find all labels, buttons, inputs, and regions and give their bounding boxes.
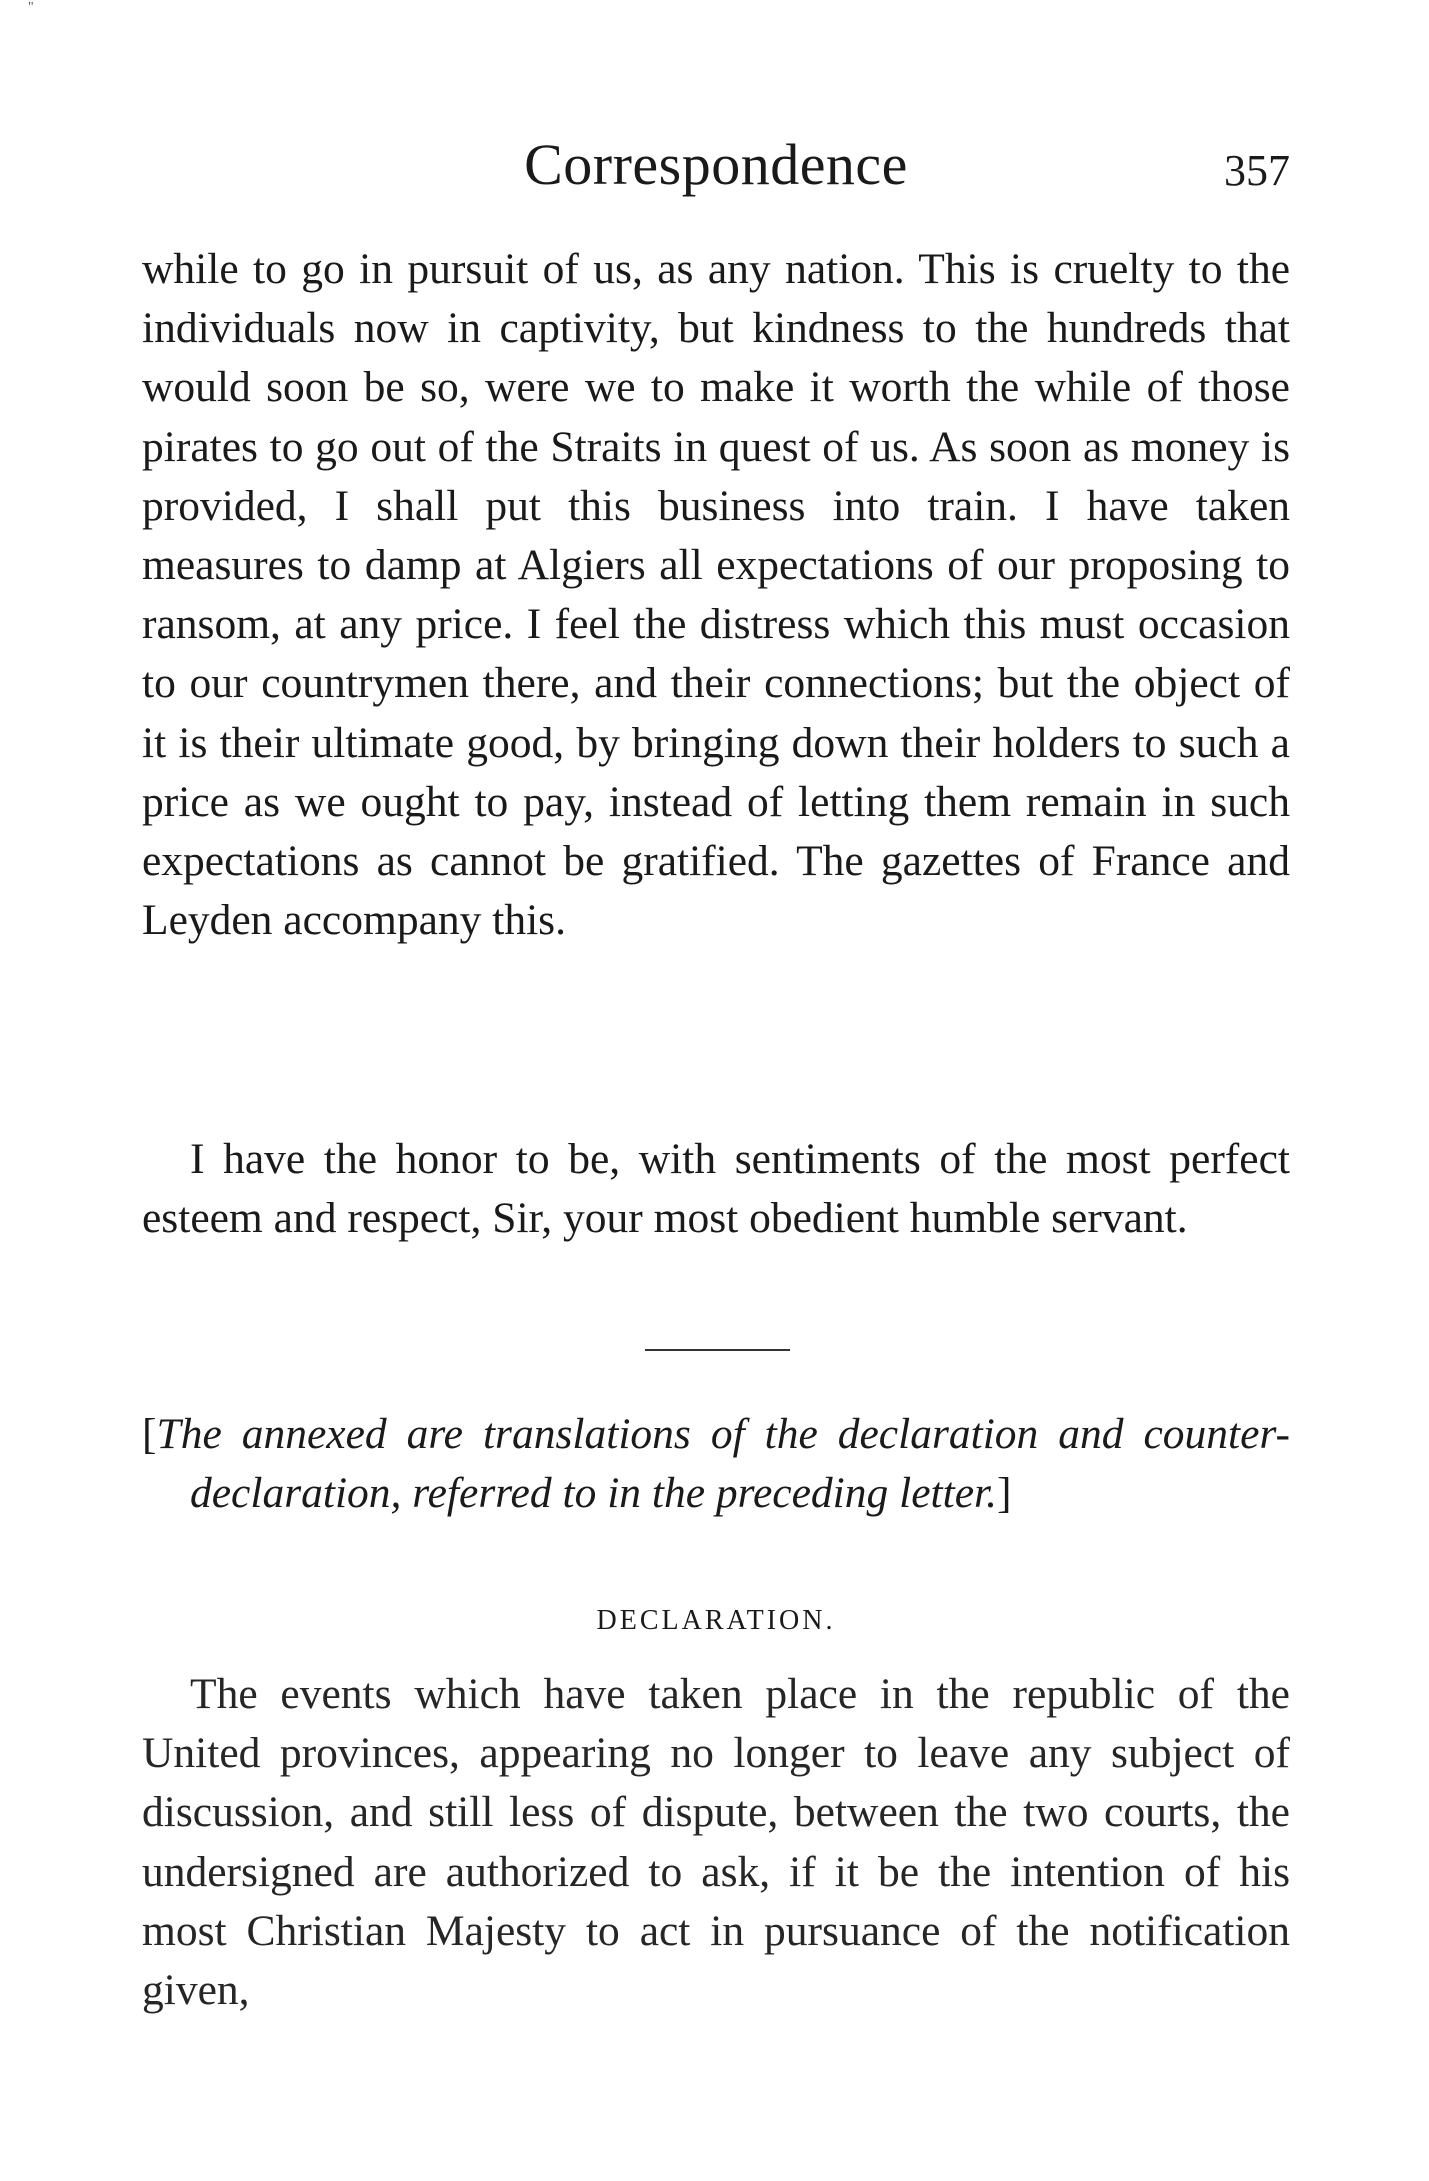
page-header (142, 125, 1290, 205)
page-number: 357 (1224, 146, 1290, 195)
paragraph-closing: I have the honor to be, with sentiments of the most perfect esteem and respect, Sir, your most obedient humble servant. (142, 1135, 1290, 1243)
running-title: Correspondence (524, 132, 908, 197)
stray-mark: " (28, 0, 34, 15)
section-divider (645, 1349, 790, 1351)
paragraph-letter-body: while to go in pursuit of us, as any nation. This is cruelty to the individuals now in captivity, but kindness to the hundreds that would soon be so, were we to make it worth the while of those pirates to go out of the Straits in quest of us. As soon as money is provided, I shall put this business into train. I have taken measures to damp at Algiers all expectations of our proposing to ransom, at any price. I feel the distress which this must occasion to our countrymen there, and their connections; but the object of it is their ultimate good, by bringing down their holders to such a price as we ought to pay, instead of letting them remain in such expectations as cannot be gratified. The gazettes of France and Leyden accompany this. (142, 245, 1290, 945)
note-open-bracket: [ (142, 1410, 157, 1458)
note-text: The annexed are translations of the declaration and counter-declaration, referred to in the preceding letter. (156, 1410, 1290, 1517)
editorial-note (142, 1405, 1290, 1523)
paragraph-declaration: The events which have taken place in the republic of the United provinces, appearing no longer to leave any subject of discussion, and still less of dispute, between the two courts, the undersigned are authorized to ask, if it be the intention of his most Christian Majesty to act in pursuance of the notification given, (142, 1670, 1290, 2015)
section-heading: DECLARATION. (596, 1605, 836, 1636)
note-close-bracket: ] (996, 1469, 1012, 1517)
